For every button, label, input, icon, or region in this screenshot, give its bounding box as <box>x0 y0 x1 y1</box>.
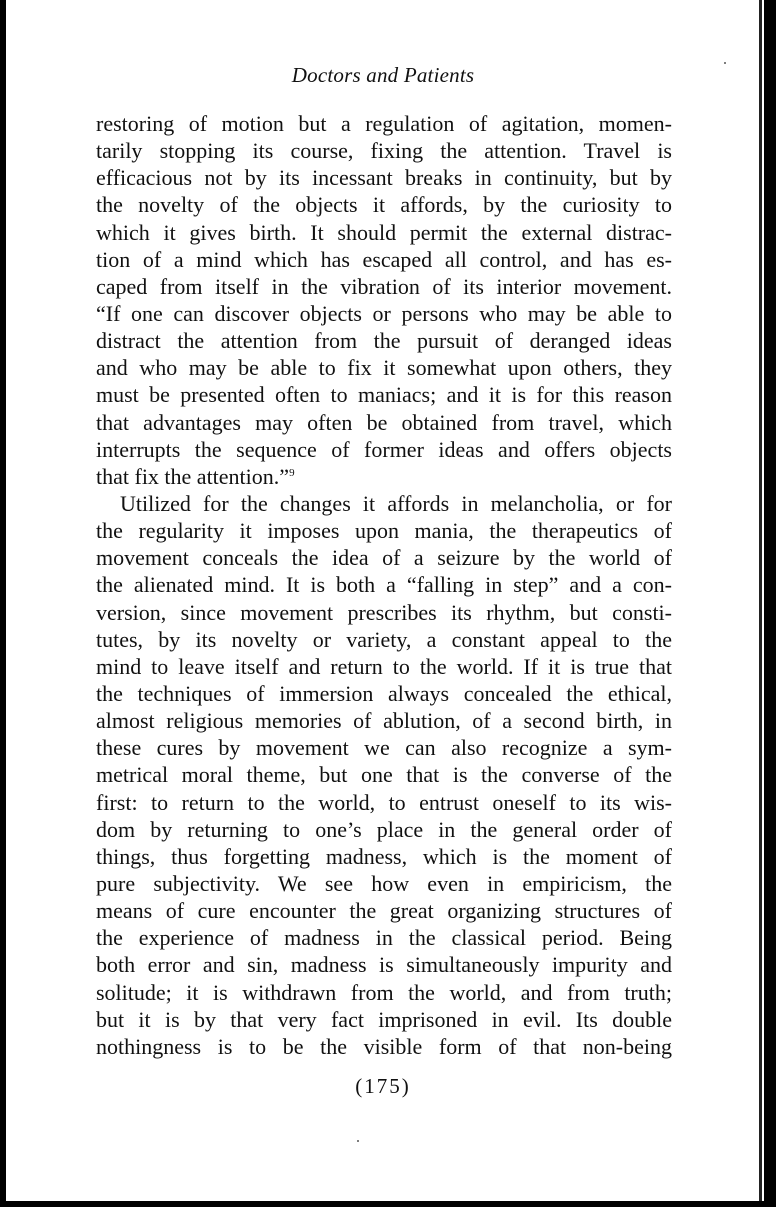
text-line: the alienated mind. It is both a “falling in step” and a con- <box>96 572 672 598</box>
text-line: these cures by movement we can also recognize a sym- <box>96 735 672 761</box>
text-line: the regularity it imposes upon mania, the therapeutics of <box>96 518 672 544</box>
scan-border-right <box>764 0 776 1207</box>
text-line-content: that fix the attention.” <box>96 463 290 489</box>
text-line: interrupts the sequence of former ideas and offers objects <box>96 436 672 462</box>
text-line: tion of a mind which has escaped all control, and has es- <box>96 246 672 272</box>
page-number: (175) <box>355 1074 411 1098</box>
text-line: solitude; it is withdrawn from the world, and from truth; <box>96 979 672 1005</box>
text-line: the novelty of the objects it affords, by the curiosity to <box>96 192 672 218</box>
scan-border-bottom <box>0 1201 776 1207</box>
text-line: dom by returning to one’s place in the general order of <box>96 816 672 842</box>
text-line: nothingness is to be the visible form of that non-being <box>96 1033 672 1059</box>
text-line: restoring of motion but a regulation of agitation, momen- <box>96 111 672 136</box>
text-line: tarily stopping its course, fixing the attention. Travel is <box>96 138 672 164</box>
text-line: movement conceals the idea of a seizure by the world of <box>96 545 672 571</box>
text-line: almost religious memories of ablution, of a second birth, in <box>96 708 672 734</box>
text-line: “If one can discover objects or persons who may be able to <box>96 300 672 326</box>
text-line: metrical moral theme, but one that is the converse of the <box>96 762 672 788</box>
text-line: mind to leave itself and return to the world. If it is true that <box>96 653 672 679</box>
text-line: tutes, by its novelty or variety, a constant appeal to the <box>96 626 672 652</box>
text-line: distract the attention from the pursuit of deranged ideas <box>96 328 672 354</box>
running-head: Doctors and Patients <box>291 63 475 87</box>
text-line: that advantages may often be obtained from travel, which <box>96 409 672 435</box>
text-line: the techniques of immersion always concealed the ethical, <box>96 680 672 706</box>
text-line: and who may be able to fix it somewhat upon others, they <box>96 355 672 381</box>
footnote-reference[interactable]: 9 <box>289 466 295 479</box>
text-line: which it gives birth. It should permit the external distrac- <box>96 219 672 245</box>
text-line: things, thus forgetting madness, which is the moment of <box>96 843 672 869</box>
text-line: must be presented often to maniacs; and it is for this reason <box>96 382 672 408</box>
text-line: means of cure encounter the great organizing structures of <box>96 898 672 924</box>
text-line-with-footnote <box>96 463 672 490</box>
scan-speck <box>357 1140 359 1142</box>
text-line: pure subjectivity. We see how even in empiricism, the <box>96 870 672 896</box>
text-line: first: to return to the world, to entrust oneself to its wis- <box>96 789 672 815</box>
text-line: caped from itself in the vibration of its interior movement. <box>96 273 672 299</box>
text-line: but it is by that very fact imprisoned in evil. Its double <box>96 1006 672 1032</box>
body-text <box>96 110 672 1060</box>
text-line: version, since movement prescribes its rhythm, but consti- <box>96 599 672 625</box>
text-line: Utilized for the changes it affords in melancholia, or for <box>120 490 672 516</box>
text-line: both error and sin, madness is simultaneously impurity and <box>96 952 672 978</box>
text-line: the experience of madness in the classical period. Being <box>96 925 672 951</box>
text-line: efficacious not by its incessant breaks in continuity, but by <box>96 165 672 191</box>
scan-border-left <box>0 0 6 1207</box>
